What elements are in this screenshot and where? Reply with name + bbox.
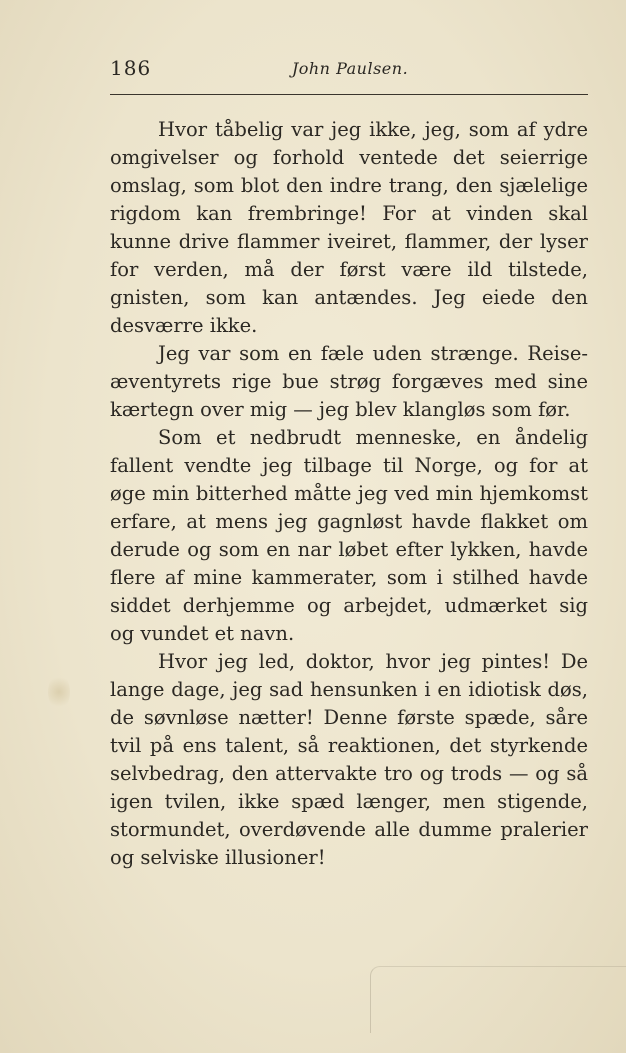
paragraph: Hvor tåbelig var jeg ikke, jeg, som af ydre omgivelser og forhold ventede det seierrige omslag, som blot den indre trang, den sjælelige rigdom kan frembringe! For at vinden skal kunne drive flammer iveiret, flammer, der lyser for verden, må der først være ild tilstede, gnisten, som kan antændes. Jeg eiede den desværre ikke. bbox=[110, 118, 588, 337]
paragraph: Som et nedbrudt menneske, en åndelig fallent vendte jeg tilbage til Norge, og for at øge min bitterhed måtte jeg ved min hjemkomst erfare, at mens jeg gagnløst havde flakket om derude og som en nar løbet efter lykken, havde flere af mine kammerater, som i stilhed havde siddet derhjemme og arbejdet, udmærket sig og vundet et navn. bbox=[110, 426, 588, 645]
running-head: John Paulsen. bbox=[291, 59, 409, 78]
paragraph: Jeg var som en fæle uden strænge. Reise-æventyrets rige bue strøg forgæves med sine kærtegn over mig — jeg blev klangløs som før. bbox=[110, 342, 588, 421]
page-corner-mark bbox=[370, 966, 626, 1033]
paragraph: Hvor jeg led, doktor, hvor jeg pintes! De lange dage, jeg sad hensunken i en idiotisk døs, de søvnløse nætter! Denne første spæde, såre tvil på ens talent, så reaktionen, det styrkende selvbedrag, den attervakte tro og trods — og så igen tvilen, ikke spæd længer, men stigende, stormundet, overdøvende alle dumme pralerier og selviske illusioner! bbox=[110, 650, 588, 869]
paper-stain bbox=[48, 674, 70, 710]
page-number: 186 bbox=[110, 56, 152, 80]
header-rule bbox=[110, 94, 588, 95]
body-text bbox=[110, 116, 588, 872]
page-header bbox=[110, 56, 590, 88]
